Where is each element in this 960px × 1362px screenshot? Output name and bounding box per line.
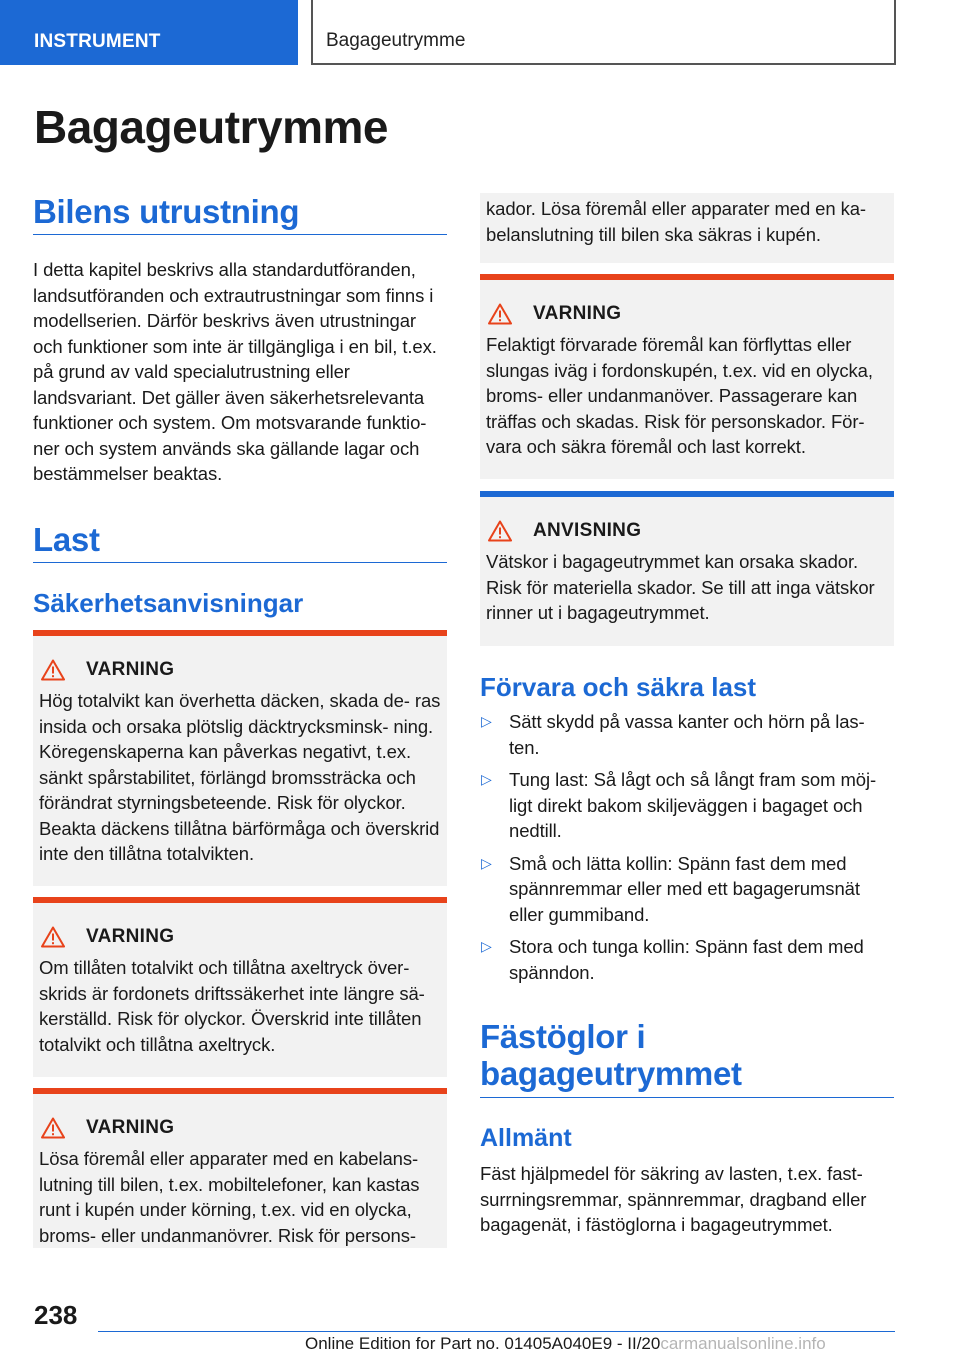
warning-bar <box>33 630 447 636</box>
notice-text: Vätskor i bagageutrymmet kan orsaka skador. Risk för materiella skador. Se till att inga vätskor rinner ut i bagageutrymmet. <box>486 551 875 623</box>
warning-box-1 <box>33 630 447 886</box>
list-item <box>480 767 894 844</box>
warning-triangle-icon <box>488 303 512 325</box>
notice-heading <box>488 520 641 542</box>
bullet-triangle-icon: ▷ <box>481 938 492 954</box>
warning-text: Lösa föremål eller apparater med en kabelans‐ lutning till bilen, t.ex. mobiltelefoner, kan kastas runt i kupén under körning, t.ex. vid en olycka, broms- eller undanmanövrer. Risk för persons‐ <box>39 1148 420 1246</box>
warning-heading <box>488 303 621 325</box>
list-item <box>480 709 894 760</box>
list-item <box>480 851 894 928</box>
footer-edition <box>305 1334 826 1354</box>
heading-fastoglor-line1: Fästöglor i <box>480 1018 646 1055</box>
bullet-triangle-icon: ▷ <box>481 713 492 729</box>
notice-box <box>480 491 894 646</box>
warning-triangle-icon <box>41 926 65 948</box>
warning-bar <box>480 274 894 280</box>
bullet-triangle-icon: ▷ <box>481 854 492 871</box>
list-item <box>480 934 894 985</box>
warning-text: Om tillåten totalvikt och tillåtna axeltryck över‐ skrids är fordonets driftssäkerhet inte längre sä‐ kerställd. Risk för olyckor. Överskrid inte tillåten totalvikt och tillåtna axeltryck. <box>39 957 425 1055</box>
notice-bar <box>480 491 894 497</box>
heading-sakerhetsanvisningar: Säkerhetsanvisningar <box>33 588 304 618</box>
section-label: INSTRUMENT <box>34 31 161 52</box>
warning-bar <box>33 897 447 903</box>
heading-rule <box>480 1097 894 1098</box>
warning-heading <box>41 1117 174 1139</box>
heading-bilens-utrustning: Bilens utrustning <box>33 193 300 230</box>
list-item-text: Små och lätta kollin: Spänn fast dem med spännremmar eller med ett bagagerumsnät eller gummiband. <box>509 852 860 925</box>
footer-watermark: carmanualsonline.info <box>660 1334 826 1353</box>
warning-box-2 <box>33 897 447 1077</box>
list-item-text: Tung last: Så lågt och så långt fram som möj‐ ligt direkt bakom skiljeväggen i bagaget och nedtill. <box>509 769 877 841</box>
warning-bar <box>33 1088 447 1094</box>
warning-text-continued: kador. Lösa föremål eller apparater med en ka‐ belanslutning till bilen ska säkras i kupén. <box>486 198 866 245</box>
list-item-text: Sätt skydd på vassa kanter och hörn på las‐ ten. <box>509 711 865 758</box>
warning-triangle-icon <box>41 1117 65 1139</box>
heading-fastoglor-line2: bagageutrymmet <box>480 1055 742 1092</box>
list-item-text: Stora och tunga kollin: Spänn fast dem med spänndon. <box>509 936 864 983</box>
heading-forvara-och-sakra-last: Förvara och säkra last <box>480 672 757 702</box>
warning-label: VARNING <box>86 926 175 947</box>
warning-box-3-continued <box>480 193 894 263</box>
bilens-utrustning-text: I detta kapitel beskrivs alla standardutföranden, landsutföranden och extrautrustningar som finns i modellserien. Därför beskrivs även utrustningar och funktioner som inte är tillgängliga i en bil, t.ex. på grund av vald specialutrustning eller landsvariant. Det gäller även säkerhetsrelevanta funktioner och system. Om motsvarande funktio‐ ner och system används ska gällande lagar och bestämmelser beaktas. <box>33 259 437 484</box>
warning-label: VARNING <box>86 659 175 680</box>
warning-heading <box>41 926 174 948</box>
warning-heading <box>41 659 174 681</box>
page-title: Bagageutrymme <box>34 101 388 153</box>
warning-triangle-icon <box>41 659 65 681</box>
breadcrumb-label: Bagageutrymme <box>326 30 466 51</box>
heading-rule <box>33 234 447 235</box>
bullet-triangle-icon: ▷ <box>481 771 492 787</box>
heading-last: Last <box>33 521 100 558</box>
allmant-text: Fäst hjälpmedel för säkring av lasten, t.ex. fast‐ surrningsremmar, spännremmar, dragband eller bagagenät, i fästöglorna i bagageutrymmet. <box>480 1163 867 1235</box>
warning-triangle-icon <box>488 520 512 542</box>
heading-rule <box>33 562 447 563</box>
warning-label: VARNING <box>533 303 622 324</box>
warning-text: Hög totalvikt kan överhetta däcken, skada de‐ ras insida och orsaka plötslig däcktrycksminsk‐ ning. Köregenskaperna kan påverkas negativt, t.ex. sänkt spårstabilitet, förlängd bromssträcka och förändrat styrningsbeteende. Risk för olyckor. Beakta däckens tillåtna bärförmåga och överskrid inte den tillåtna totalvikten. <box>39 690 441 864</box>
footer-rule <box>98 1331 895 1332</box>
bullet-list <box>480 709 894 992</box>
notice-label: ANVISNING <box>533 520 642 541</box>
section-tab <box>0 0 298 65</box>
warning-label: VARNING <box>86 1117 175 1138</box>
heading-allmant: Allmänt <box>480 1124 572 1152</box>
page-number: 238 <box>34 1300 78 1330</box>
breadcrumb <box>311 0 896 65</box>
warning-box-4 <box>480 274 894 479</box>
footer-edition-text: Online Edition for Part no. 01405A040E9 - II/20 <box>305 1334 661 1353</box>
warning-box-3 <box>33 1088 447 1248</box>
warning-text: Felaktigt förvarade föremål kan förflyttas eller slungas iväg i fordonskupén, t.ex. vid en olycka, broms- eller undanmanöver. Passagerare kan träffas och skadas. Risk för personskador. För‐ vara och säkra föremål och last korrekt. <box>486 334 873 457</box>
